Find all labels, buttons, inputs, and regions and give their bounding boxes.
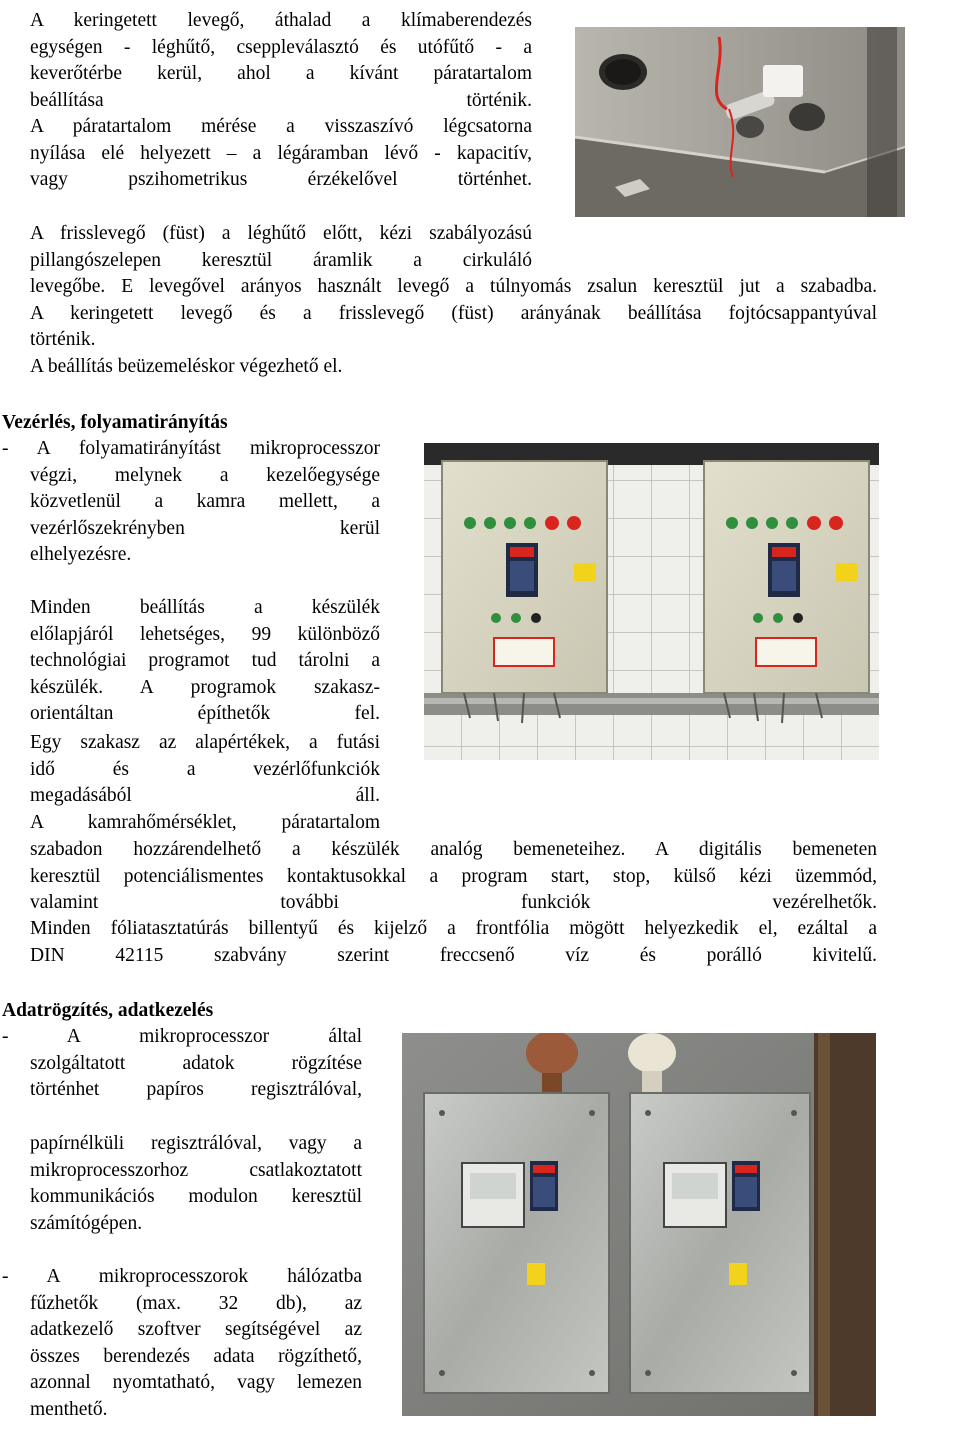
text-line: megadásából áll.	[30, 785, 380, 806]
text-line: Egy szakasz az alapértékek, a futási	[30, 732, 380, 753]
text-line: közvetlenül a kamra mellett, a	[30, 491, 380, 512]
text-line: vezérlőszekrényben kerül	[30, 517, 380, 539]
text-line: levegőbe. E levegővel arányos használt levegő a túlnyomás zsalun keresztül jut a szabadba.	[30, 276, 877, 297]
text-line: A keringetett levegő és a frisslevegő (füst) arányának beállítása fojtócsappantyúval	[30, 302, 877, 324]
text-line: technológiai programot tud tárolni a	[30, 650, 380, 671]
text-line: valamint további funkciók vezérelhetők.	[30, 892, 877, 913]
text-line: keresztül potenciálismentes kontaktusokkal a program start, stop, külső kézi üzemmód,	[30, 865, 877, 887]
paragraph-chamber-continued	[30, 837, 877, 917]
text-line: adatkezelő szoftver segítségével az	[30, 1319, 362, 1340]
paragraph-setting: A beállítás beüzemeléskor végezhető el.	[30, 356, 343, 377]
text-line: keverőtérbe kerül, ahol a kívánt páratartalom	[30, 63, 532, 84]
paragraph-humidity	[30, 114, 532, 194]
text-line: elhelyezésre.	[30, 544, 132, 565]
text-line: Minden beállítás a készülék	[30, 597, 380, 618]
text-line: szolgáltatott adatok rögzítése	[30, 1052, 362, 1074]
paragraph-data-recording	[2, 1024, 362, 1104]
text-line: A páratartalom mérése a visszaszívó légcsatorna	[30, 116, 532, 137]
text-line: A frisslevegő (füst) a léghűtő előtt, kézi szabályozású	[30, 223, 532, 244]
heading-data: Adatrögzítés, adatkezelés	[2, 1000, 214, 1021]
text-line: menthető.	[30, 1398, 108, 1420]
text-line: összes berendezés adata rögzíthető,	[30, 1345, 362, 1367]
paragraph-data-paperless	[30, 1131, 362, 1237]
text-line: számítógépen.	[30, 1212, 143, 1234]
text-line: A kamrahőmérséklet, páratartalom	[30, 812, 380, 833]
paragraph-section	[30, 730, 380, 810]
text-line: vagy pszihometrikus érzékelővel történhet.	[30, 169, 532, 190]
text-line: - A mikroprocesszorok hálózatba	[2, 1266, 362, 1287]
paragraph-intro	[30, 8, 532, 114]
text-line: egységen - léghűtő, cseppleválasztó és utófűtő - a	[30, 36, 532, 58]
text-line: pillangószelepen keresztül áramlik a cirkuláló	[30, 249, 532, 271]
text-line: Minden fóliatasztatúrás billentyű és kijelző a frontfólia mögött helyezkedik el, ezáltal a	[30, 918, 877, 939]
heading-control: Vezérlés, folyamatirányítás	[2, 412, 228, 433]
text-line: előlapjáról lehetséges, 99 különböző	[30, 623, 380, 645]
text-line: orientáltan építhetők fel.	[30, 703, 380, 724]
duct-sensor-photo	[575, 27, 905, 217]
text-line: történik.	[30, 329, 96, 350]
text-line: kommunikációs modulon keresztül	[30, 1186, 362, 1207]
text-line: történhet papíros regisztrálóval,	[30, 1079, 362, 1100]
text-line: azonnal nyomtatható, vagy lemezen	[30, 1372, 362, 1393]
control-cabinets-photo	[424, 443, 879, 760]
paragraph-data-network	[2, 1264, 362, 1423]
text-line: nyílása elé helyezett – a légáramban lévő - kapacitív,	[30, 142, 532, 164]
text-line: végzi, melynek a kezelőegysége	[30, 464, 380, 486]
text-line: készülék. A programok szakasz-	[30, 676, 380, 698]
paragraph-chamber	[30, 810, 380, 837]
text-line: idő és a vezérlőfunkciók	[30, 758, 380, 780]
paragraph-fresh-air	[30, 221, 532, 274]
paragraph-fresh-air-continued	[30, 274, 877, 354]
text-line: papírnélküli regisztrálóval, vagy a	[30, 1133, 362, 1154]
text-line: - A folyamatirányítást mikroprocesszor	[2, 438, 380, 459]
text-line: - A mikroprocesszor által	[2, 1026, 362, 1047]
text-line: szabadon hozzárendelhető a készülék analóg bemeneteihez. A digitális bemeneten	[30, 839, 877, 860]
text-line: A keringetett levegő, áthalad a klímaberendezés	[30, 10, 532, 31]
text-line: DIN 42115 szabvány szerint freccsenő víz és porálló kivitelű.	[30, 944, 877, 966]
paragraph-settings	[30, 595, 380, 728]
text-line: beállítása történik.	[30, 89, 532, 111]
text-line: fűzhetők (max. 32 db), az	[30, 1292, 362, 1314]
paragraph-foil	[30, 916, 877, 969]
text-line: mikroprocesszorhoz csatlakoztatott	[30, 1159, 362, 1181]
stainless-recorder-cabinets-photo	[402, 1033, 876, 1416]
paragraph-control	[2, 436, 380, 569]
